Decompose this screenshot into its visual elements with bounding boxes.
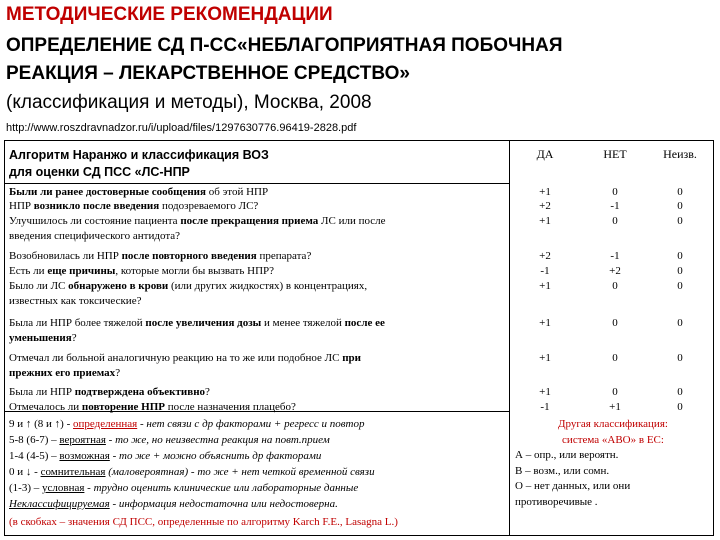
header-subtitle: (классификация и методы), Москва, 2008 — [6, 92, 372, 113]
score-unk: 0 — [677, 250, 683, 262]
score-no: 0 — [612, 186, 618, 198]
score-yes: +1 — [539, 352, 551, 364]
score-unk: 0 — [677, 215, 683, 227]
header-title-line1: ОПРЕДЕЛЕНИЕ СД П-СС«НЕБЛАГОПРИЯТНАЯ ПОБОЧНАЯ — [6, 35, 563, 56]
score-yes: +1 — [539, 317, 551, 329]
table-row: НПР возникло после введения подозреваемого ЛС? — [9, 200, 259, 212]
table-title: Алгоритм Наранжо и классификация ВОЗ для оценки СД ПСС «ЛС-НПР — [9, 148, 269, 179]
table-row: Была ли НПР более тяжелой после увеличения дозы и менее тяжелой после ее уменьшения? — [9, 317, 385, 344]
score-no: +2 — [609, 265, 621, 277]
col-header-yes: ДА — [536, 147, 554, 161]
other-class-o2: противоречивые . — [515, 495, 598, 508]
score-unk: 0 — [677, 386, 683, 398]
score-yes: +1 — [539, 386, 551, 398]
other-class-o: О – нет данных, или они — [515, 480, 631, 492]
score-no: -1 — [610, 250, 620, 262]
naranjo-table — [4, 140, 714, 536]
table-row: Отмечалось ли повторение НПР после назначения плацебо? — [9, 401, 296, 413]
score-yes: +1 — [539, 186, 551, 198]
score-unk: 0 — [677, 280, 683, 292]
scale-row: 5-8 (6-7) – вероятная - то же, но неизвестна реакция на повт.прием — [9, 434, 330, 446]
score-yes: +1 — [539, 280, 551, 292]
scale-row: Неклассифицируемая - информация недостаточна или недостоверна. — [9, 498, 338, 510]
score-no: 0 — [612, 280, 618, 292]
table-row: Есть ли еще причины, которые могли бы вызвать НПР? — [9, 265, 275, 277]
other-class-title: Другая классификация: — [558, 418, 668, 430]
other-classification — [515, 417, 711, 510]
score-yes: -1 — [540, 265, 550, 277]
other-class-b: В – возм., или сомн. — [515, 464, 610, 477]
table-row: Возобновилась ли НПР после повторного введения препарата? — [9, 250, 312, 262]
score-no: 0 — [612, 215, 618, 227]
score-yes: -1 — [540, 401, 550, 413]
score-unk: 0 — [677, 200, 683, 212]
score-unk: 0 — [677, 186, 683, 198]
score-unk: 0 — [677, 401, 683, 413]
header-title-line2: РЕАКЦИЯ – ЛЕКАРСТВЕННОЕ СРЕДСТВО» — [6, 63, 410, 84]
scale-row: 1-4 (4-5) – возможная - то же + можно объяснить др факторами — [9, 450, 322, 462]
scale-row: 9 и ↑ (8 и ↑) - определенная - нет связи с др факторами + регресс и повтор — [9, 418, 365, 430]
table-row: Отмечал ли больной аналогичную реакцию на то же или подобное ЛС при прежних его приемах? — [9, 352, 361, 379]
scale-row: (1-3) – условная - трудно оценить клинические или лабораторные данные — [9, 482, 359, 494]
score-yes: +1 — [539, 215, 551, 227]
score-no: 0 — [612, 317, 618, 329]
score-no: -1 — [610, 200, 620, 212]
score-unk: 0 — [677, 352, 683, 364]
score-yes: +2 — [539, 250, 551, 262]
score-unk: 0 — [677, 265, 683, 277]
table-row: Была ли НПР подтверждена объективно? — [9, 386, 210, 398]
other-class-a: А – опр., или вероятн. — [515, 449, 619, 461]
score-no: +1 — [609, 401, 621, 413]
col-header-unknown: Неизв. — [663, 147, 697, 161]
table-row: Улучшилось ли состояние пациента после прекращения приема ЛС или после введения специфического антидота? — [9, 215, 386, 242]
score-yes: +2 — [539, 200, 551, 212]
scale-row: 0 и ↓ - сомнительная (маловероятная) - то же + нет четкой временной связи — [9, 466, 375, 478]
other-class-subtitle: система «АВО» в ЕС: — [562, 433, 664, 446]
source-url[interactable]: http://www.roszdravnadzor.ru/i/upload/files/1297630776.96419-2828.pdf — [6, 122, 357, 134]
table-row: Были ли ранее достоверные сообщения об этой НПР — [9, 186, 269, 198]
footnote: (в скобках – значения СД ПСС, определенные по алгоритму Karch F.E., Lasagna L.) — [9, 516, 398, 528]
header-red-title: МЕТОДИЧЕСКИЕ РЕКОМЕНДАЦИИ — [6, 4, 333, 25]
score-unk: 0 — [677, 317, 683, 329]
score-no: 0 — [612, 352, 618, 364]
header-divider — [5, 183, 509, 184]
col-divider — [509, 141, 510, 535]
col-header-no: НЕТ — [603, 147, 627, 161]
score-no: 0 — [612, 386, 618, 398]
table-row: Было ли ЛС обнаружено в крови (или других жидкостях) в концентрациях, известных как токсические? — [9, 280, 368, 307]
